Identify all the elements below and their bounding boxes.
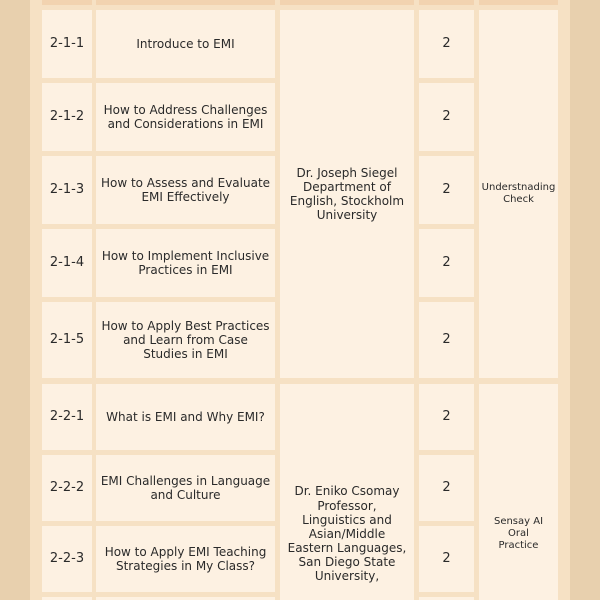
- course-schedule-table: [30, 0, 570, 600]
- session-title: What is EMI and Why EMI?: [96, 384, 275, 450]
- header-cell-activity: [479, 0, 558, 5]
- instructor-cell: Dr. Joseph Siegel Department of English, Stockholm University: [280, 10, 414, 378]
- session-title: EMI Challenges in Language and Culture: [96, 455, 275, 521]
- header-cell-title: [96, 0, 275, 5]
- session-hours: 2: [419, 229, 474, 297]
- session-id: 2-1-5: [42, 302, 92, 378]
- session-id: 2-1-3: [42, 156, 92, 224]
- session-id: 2-2-1: [42, 384, 92, 450]
- header-cell-hours: [419, 0, 474, 5]
- session-id: 2-1-4: [42, 229, 92, 297]
- session-title: How to Apply EMI Teaching Strategies in My Class?: [96, 526, 275, 592]
- activity-cell: Understnading Check: [479, 10, 558, 378]
- session-hours: 2: [419, 302, 474, 378]
- session-id: 2-2-2: [42, 455, 92, 521]
- session-title: Introduce to EMI: [96, 10, 275, 78]
- header-cell-id: [42, 0, 92, 5]
- instructor-cell: Dr. Eniko Csomay Professor, Linguistics and Asian/Middle Eastern Languages, San Diego State University,: [280, 384, 414, 600]
- header-cell-instructor: [280, 0, 414, 5]
- session-id: 2-1-1: [42, 10, 92, 78]
- session-title: How to Apply Best Practices and Learn from Case Studies in EMI: [96, 302, 275, 378]
- session-hours: 2: [419, 10, 474, 78]
- session-hours: 2: [419, 384, 474, 450]
- session-id: 2-1-2: [42, 83, 92, 151]
- session-hours: 2: [419, 455, 474, 521]
- session-title: How to Implement Inclusive Practices in EMI: [96, 229, 275, 297]
- session-hours: 2: [419, 83, 474, 151]
- session-title: How to Address Challenges and Considerations in EMI: [96, 83, 275, 151]
- session-hours: 2: [419, 156, 474, 224]
- session-hours: 2: [419, 526, 474, 592]
- session-title: How to Assess and Evaluate EMI Effectively: [96, 156, 275, 224]
- session-id: 2-2-3: [42, 526, 92, 592]
- activity-cell: Sensay AI Oral Practice: [479, 384, 558, 600]
